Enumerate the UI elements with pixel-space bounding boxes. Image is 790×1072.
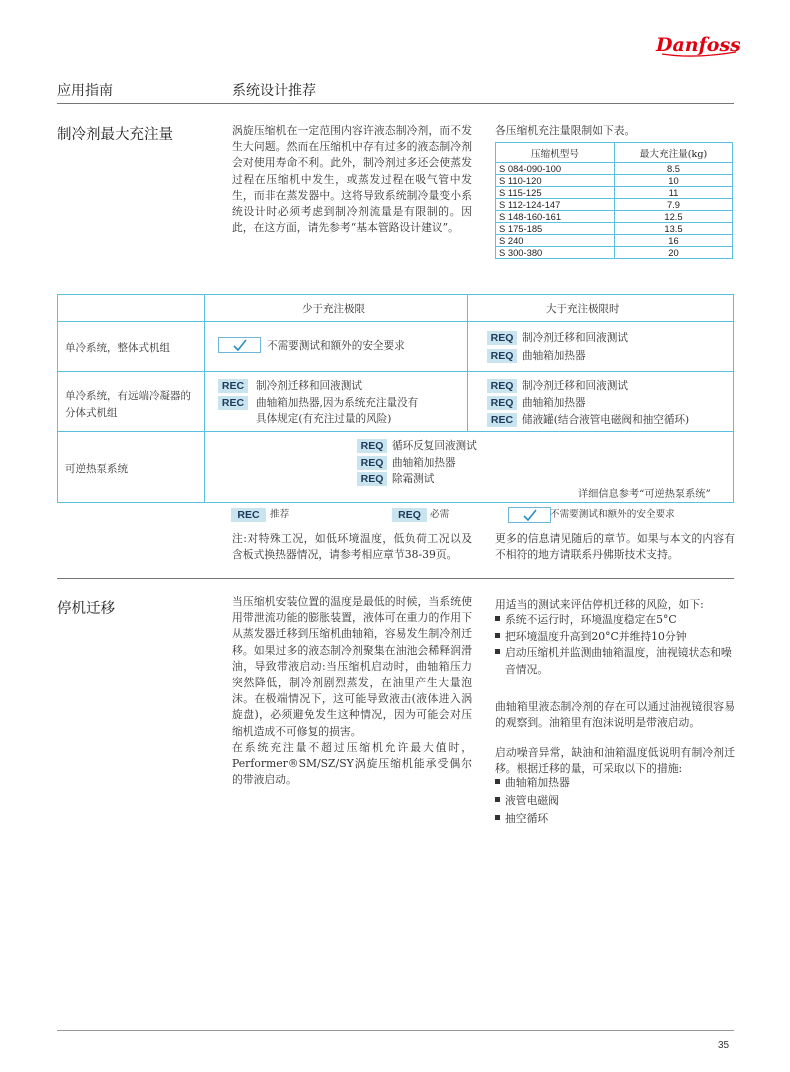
flooded-start-paragraph: 在系统充注量不超过压缩机允许最大值时，Performer®SM/SZ/SY涡旋压缩机能承受偶尔的带液启动。 (232, 741, 472, 787)
table-header-max-charge: 最大充注量(kg) (615, 143, 733, 163)
requirement-item: 除霜测试 (392, 473, 435, 485)
model-cell: S 084-090-100 (496, 163, 615, 175)
rec-badge: REC (487, 413, 517, 427)
migration-test-intro: 用适当的测试来评估停机迁移的风险，如下: (495, 598, 704, 611)
header-section: 系统设计推荐 (232, 82, 316, 98)
footer-rule (57, 1030, 734, 1031)
req-badge: REQ (487, 379, 517, 393)
heat-pump-reference-note: 详细信息参考“可逆热泵系统” (578, 489, 711, 500)
requirement-item: 曲轴箱加热器 (392, 457, 456, 469)
table-header-model: 压缩机型号 (496, 143, 615, 163)
legend-req-text: 必需 (430, 509, 450, 520)
measure-text: 液管电磁阀 (505, 794, 559, 807)
rec-badge: REC (218, 379, 248, 393)
legend-req-badge: REQ (392, 508, 427, 522)
sight-glass-paragraph: 曲轴箱里液态制冷剂的存在可以通过油视镜很容易的观察到。油箱里有泡沫说明是带液启动。 (495, 700, 735, 730)
req-badge: REQ (357, 439, 387, 453)
model-cell: S 115-125 (496, 187, 615, 199)
bullet-icon (495, 797, 500, 802)
charge-cell: 10 (615, 175, 733, 187)
check-icon (218, 337, 261, 353)
danfoss-logo (654, 30, 740, 58)
list-item (495, 612, 732, 629)
table-row (496, 235, 733, 247)
requirement-item: 制冷剂迁移和回液测试 (522, 332, 628, 344)
list-item (495, 662, 732, 679)
model-cell: S 300-380 (496, 247, 615, 259)
matrix-divider (57, 371, 734, 372)
more-info-note: 更多的信息请见随后的章节。如果与本文的内容有不相符的地方请联系丹佛斯技术支持。 (495, 532, 735, 562)
legend-check-icon (508, 507, 551, 523)
charge-cell: 12.5 (615, 211, 733, 223)
measure-text: 曲轴箱加热器 (505, 776, 570, 789)
table-row (496, 175, 733, 187)
step-text: 启动压缩机并监测曲轴箱温度，油视镜状态和噪 (505, 646, 732, 659)
table-row (496, 223, 733, 235)
table-row (496, 211, 733, 223)
requirement-item: 曲轴箱加热器 (522, 350, 586, 362)
bullet-icon (495, 616, 500, 621)
section-title-max-charge: 制冷剂最大充注量 (57, 127, 173, 143)
requirement-item: 储液罐(结合液管电磁阀和抽空循环) (522, 414, 690, 426)
model-cell: S 240 (496, 235, 615, 247)
matrix-divider (204, 294, 205, 503)
table-row (496, 199, 733, 211)
step-text: 把环境温度升高到20°C并维持10分钟 (505, 629, 687, 643)
model-cell: S 175-185 (496, 223, 615, 235)
legend-rec-text: 推荐 (270, 509, 290, 520)
section-title-off-cycle-migration: 停机迁移 (57, 601, 115, 617)
table-row (496, 247, 733, 259)
charge-cell: 7.9 (615, 199, 733, 211)
model-cell: S 112-124-147 (496, 199, 615, 211)
requirement-item: 制冷剂迁移和回液测试 (256, 380, 362, 392)
req-badge: REQ (357, 456, 387, 470)
table-row (496, 187, 733, 199)
migration-test-steps (495, 612, 732, 678)
col-header-above-limit: 大于充注极限时 (546, 303, 620, 315)
list-item (495, 629, 732, 646)
charge-cell: 13.5 (615, 223, 733, 235)
charge-table-intro: 各压缩机充注量限制如下表。 (495, 124, 636, 137)
req-badge: REQ (487, 331, 517, 345)
col-header-below-limit: 少于充注极限 (302, 303, 365, 315)
matrix-divider (57, 321, 734, 322)
bullet-icon (495, 779, 500, 784)
charge-cell: 16 (615, 235, 733, 247)
charge-cell: 20 (615, 247, 733, 259)
matrix-divider (57, 431, 734, 432)
bullet-icon (495, 633, 500, 638)
no-test-required-text: 不需要测试和额外的安全要求 (267, 340, 405, 352)
list-item (495, 793, 570, 811)
requirement-item: 曲轴箱加热器,因为系统充注量没有 (256, 397, 419, 409)
list-item (495, 811, 570, 829)
migration-paragraph: 当压缩机安装位置的温度是最低的时候，当系统使用带泄流功能的膨胀装置，液体可在重力的作用下从蒸发器迁移到压缩机曲轴箱，容易发生制冷剂迁移。如果过多的液态制冷剂聚集在油池会稀释润滑油，导致带液启动:当压缩机启动时，曲轴箱压力突然降低，制冷剂剧烈蒸发，在油里产生大量泡沫。在极端情况下，这可能导致液击(液体进入涡旋盘)，必须避免发生这种情况，因为可能会对压缩机造成不可修复的损害。 (232, 595, 472, 738)
measure-text: 抽空循环 (505, 812, 549, 825)
list-item (495, 775, 570, 793)
row-label-heat-pump: 可逆热泵系统 (65, 463, 128, 475)
rec-badge: REC (218, 396, 248, 410)
req-badge: REQ (487, 349, 517, 363)
legend-check-text: 不需要测试和额外的安全要求 (550, 509, 675, 520)
requirement-item: 曲轴箱加热器 (522, 397, 586, 409)
logo-text: Danfoss (656, 34, 740, 56)
charge-cell: 11 (615, 187, 733, 199)
max-charge-paragraph: 涡旋压缩机在一定范围内容许液态制冷剂，而不发生大问题。然而在压缩机中存有过多的液态制冷剂会对使用寿命不利。此外，制冷剂过多还会使蒸发过程在压缩机中发生，或蒸发过程在吸气管中发生，而非在蒸发器中。这将导致系统制冷量变小系统设计时必须考虑到制冷剂流量是有限制的。因此，在这方面，请先参考“基本管路设计建议”。 (232, 124, 472, 235)
section-rule (57, 578, 734, 579)
model-cell: S 148-160-161 (496, 211, 615, 223)
step-text: 音情况。 (505, 662, 549, 676)
req-badge: REQ (357, 472, 387, 486)
legend-rec-badge: REC (231, 508, 266, 522)
page-number: 35 (718, 1040, 730, 1051)
bullet-icon (495, 815, 500, 820)
charge-limit-table (495, 142, 733, 259)
row-label-packaged: 单冷系统，整体式机组 (65, 342, 170, 354)
header-category: 应用指南 (57, 82, 113, 98)
matrix-divider (467, 294, 468, 431)
list-item (495, 645, 732, 662)
countermeasures-list (495, 775, 570, 829)
req-badge: REQ (487, 396, 517, 410)
requirement-item-continued: 具体规定(有充注过量的风险) (256, 413, 392, 425)
requirement-item: 循环反复回液测试 (392, 440, 477, 452)
requirement-item: 制冷剂迁移和回液测试 (522, 380, 628, 392)
table-row (496, 163, 733, 175)
model-cell: S 110-120 (496, 175, 615, 187)
row-label-split-line1: 单冷系统，有远端冷凝器的 (65, 390, 191, 402)
noise-paragraph: 启动噪音异常，缺油和油箱温度低说明有制冷剂迁移。根据迁移的量，可采取以下的措施: (495, 746, 735, 776)
header-rule (57, 103, 734, 104)
charge-cell: 8.5 (615, 163, 733, 175)
row-label-split-line2: 分体式机组 (65, 407, 118, 419)
step-text: 系统不运行时，环境温度稳定在5°C (505, 613, 677, 626)
bullet-icon (495, 649, 500, 654)
special-conditions-note: 注:对特殊工况，如低环境温度，低负荷工况以及含板式换热器情况，请参考相应章节38-39页。 (232, 532, 472, 562)
